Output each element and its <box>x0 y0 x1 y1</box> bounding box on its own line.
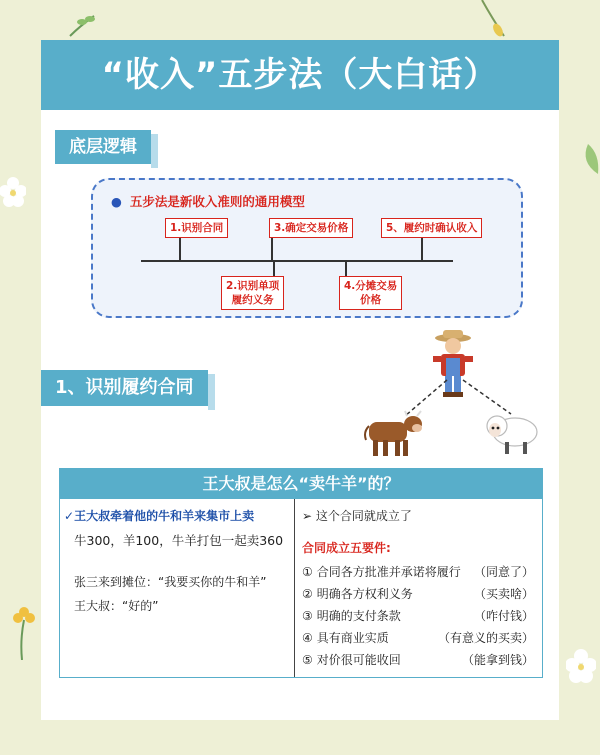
arrow-bullet-icon: ➢ <box>302 509 316 523</box>
element-number: ④ <box>302 631 313 645</box>
flower-icon <box>0 175 26 209</box>
element-item <box>302 651 401 668</box>
step-box-4-line2: 价格 <box>360 294 382 306</box>
step-box-5: 5、履约时确认收入 <box>381 218 482 238</box>
element-text: 对价很可能收回 <box>316 653 401 667</box>
step-box-2-line1: 2.识别单项 <box>226 280 280 292</box>
leaf-icon <box>574 140 600 176</box>
step-box-1: 1.识别合同 <box>165 218 228 238</box>
element-number: ② <box>302 587 313 601</box>
story-check-text: 王大叔牵着他的牛和羊来集市上卖 <box>74 509 255 523</box>
story-header: 王大叔是怎么“卖牛羊”的？ <box>60 469 542 499</box>
five-elements-subhead: 合同成立五要件: <box>302 541 391 555</box>
story-price-line: 牛300，羊100，牛羊打包一起卖360 <box>74 533 284 548</box>
branch-icon <box>478 0 508 38</box>
element-note: （咋付钱） <box>473 609 534 623</box>
logic-bullet-text: 五步法是新收入准则的通用模型 <box>129 194 305 209</box>
story-table <box>59 468 543 678</box>
sheep-illustration <box>483 410 541 458</box>
story-right-column <box>296 499 542 677</box>
contract-formed-line <box>302 507 412 524</box>
step-box-4 <box>339 276 402 310</box>
flower-icon <box>566 648 596 684</box>
element-note: （有意义的买卖） <box>437 631 534 645</box>
fishbone-spine <box>141 260 453 262</box>
content-card <box>41 40 559 720</box>
element-number: ① <box>302 565 313 579</box>
element-note: （买卖啥） <box>473 587 534 601</box>
contract-formed-text: 这个合同就成立了 <box>315 509 412 523</box>
step-box-2 <box>221 276 284 310</box>
element-number: ③ <box>302 609 313 623</box>
element-item <box>302 585 413 602</box>
element-note: （能拿到钱） <box>461 653 534 667</box>
element-item <box>302 563 461 580</box>
story-dialog-2: 王大叔：“好的” <box>74 599 159 613</box>
step-box-2-line2: 履约义务 <box>231 294 274 306</box>
element-note: （同意了） <box>473 565 534 579</box>
checkmark-icon: ✓ <box>64 509 75 523</box>
section-label-logic: 底层逻辑 <box>55 130 151 164</box>
flower-stem-icon <box>8 600 38 660</box>
story-dialog-1: 张三来到摊位：“我要买你的牛和羊” <box>74 575 267 589</box>
logic-bullet <box>111 192 305 210</box>
element-text: 明确的支付条款 <box>316 609 401 623</box>
element-item <box>302 629 389 646</box>
story-left-column <box>60 499 295 677</box>
leaf-sprig-icon <box>68 12 98 38</box>
element-item <box>302 607 401 624</box>
element-text: 明确各方权利义务 <box>316 587 413 601</box>
logic-box <box>91 178 523 318</box>
step-box-3: 3.确定交易价格 <box>269 218 353 238</box>
element-text: 合同各方批准并承诺将履行 <box>316 565 461 579</box>
cow-illustration <box>363 410 425 462</box>
section-label-contract: 1、识别履约合同 <box>41 370 208 406</box>
page-title: “收入”五步法（大白话） <box>41 40 559 110</box>
element-number: ⑤ <box>302 653 313 667</box>
bullet-dot-icon: ● <box>111 194 122 209</box>
step-box-4-line1: 4.分摊交易 <box>344 280 398 292</box>
story-check-line <box>64 507 254 524</box>
element-text: 具有商业实质 <box>316 631 389 645</box>
